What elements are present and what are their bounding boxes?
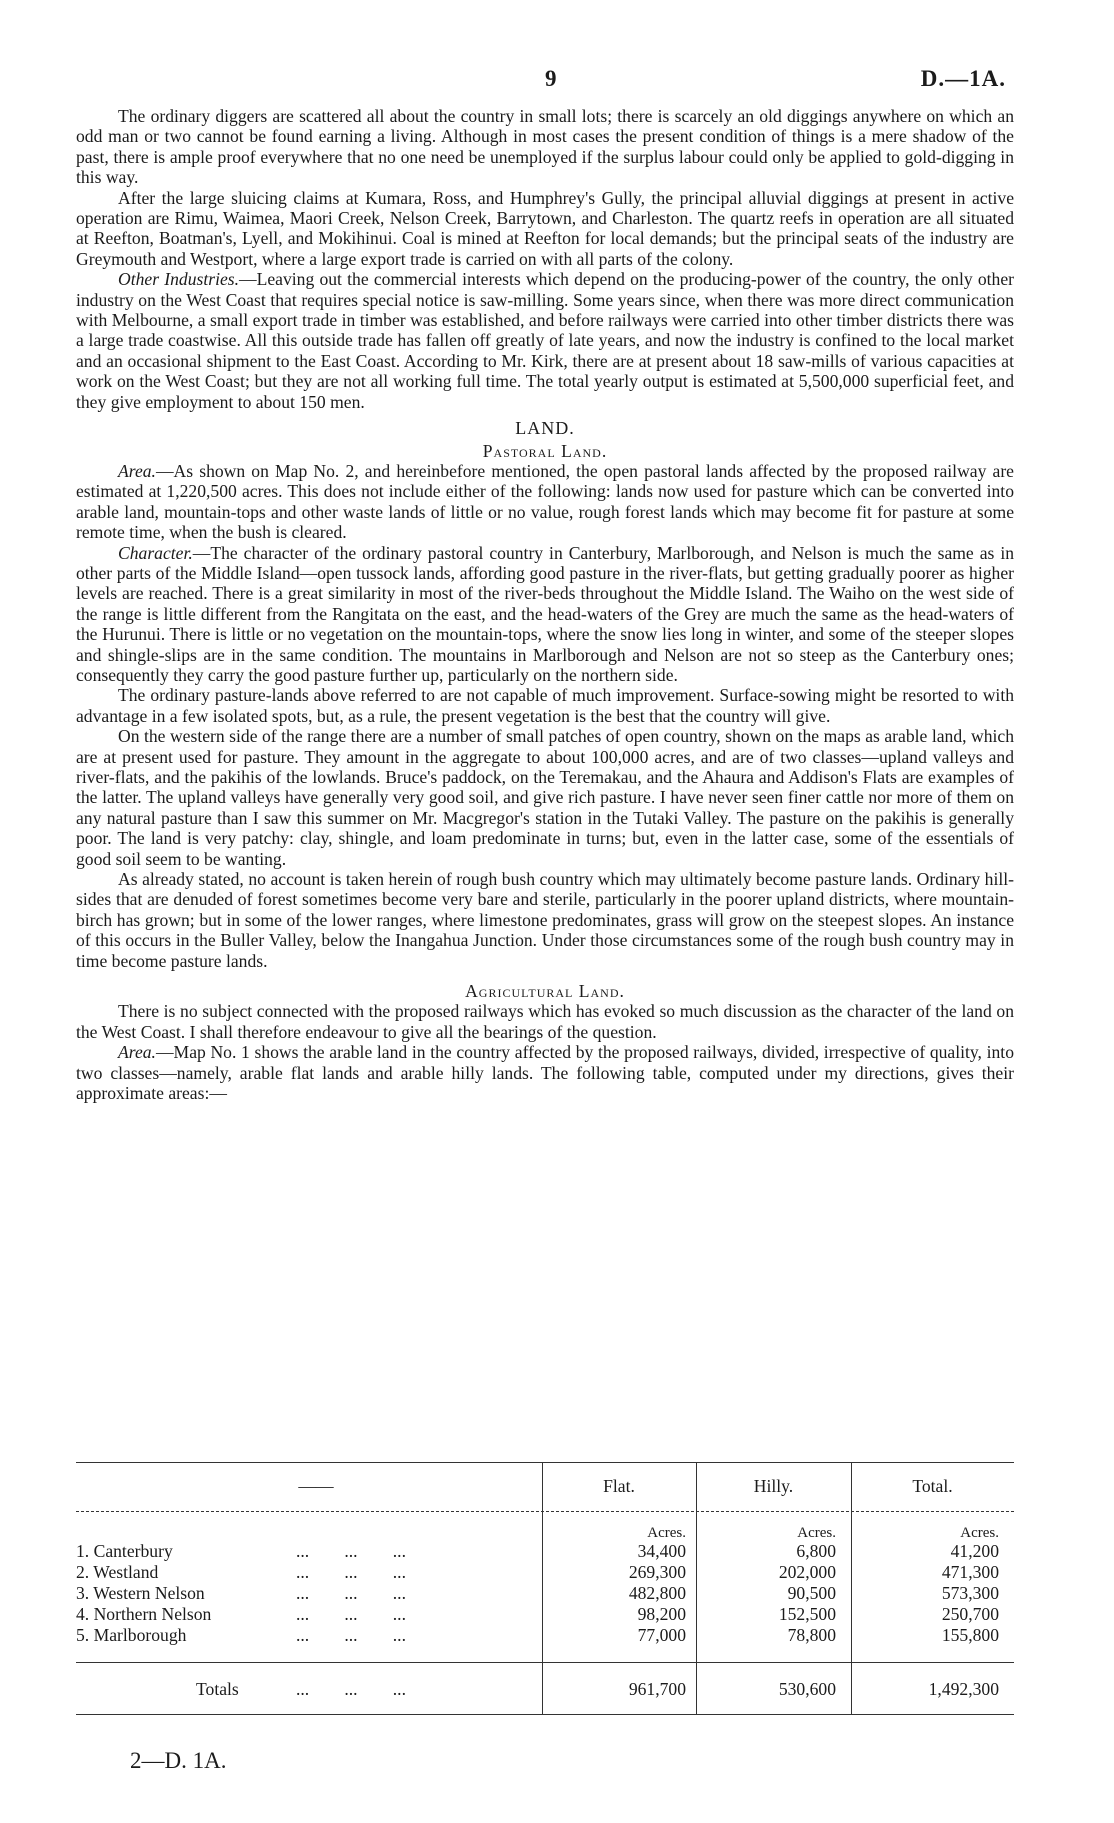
paragraph-other-industries bbox=[76, 269, 1014, 412]
table-corner: —— bbox=[298, 1476, 334, 1496]
column-header-total: Total. bbox=[912, 1476, 953, 1496]
cell-hilly: 152,500 bbox=[778, 1604, 836, 1624]
totals-label: Totals bbox=[196, 1679, 239, 1699]
table-totals-rule bbox=[76, 1662, 1014, 1663]
paragraph-text: —The character of the ordinary pastoral country in Canterbury, Marlborough, and Nelson is much the same as in other parts of the Middle Island—open tussock lands, affording good pasture in the river-flats, but getting gradually poorer as higher levels are reached. There is a great similarity in most of the river-beds throughout the Middle Island. The Waiho on the west side of the range is little different from the Rangitata on the east, and the head-waters of the Grey are much the same as the head-waters of the Hurunui. There is little or no vegetation on the mountain-tops, where the snow lies long in winter, and some of the steeper slopes and shingle-slips are in the same condition. The mountains in Marlborough and Nelson are not so steep as the Canterbury ones; consequently they carry the good pasture further up, particularly on the northern side. bbox=[76, 542, 1014, 685]
cell-hilly: 90,500 bbox=[787, 1583, 836, 1603]
paragraph-lead: Character. bbox=[118, 542, 193, 563]
table-header-rule bbox=[76, 1511, 1014, 1512]
table-top-rule bbox=[76, 1462, 1014, 1463]
totals-total: 1,492,300 bbox=[928, 1679, 999, 1699]
cell-total: 250,700 bbox=[941, 1604, 999, 1624]
cell-flat: 34,400 bbox=[637, 1541, 686, 1561]
cell-flat: 269,300 bbox=[628, 1562, 686, 1582]
leader-dots: ... ... ... bbox=[296, 1679, 406, 1699]
cell-total: 471,300 bbox=[941, 1562, 999, 1582]
row-label: 5. Marlborough bbox=[76, 1625, 187, 1645]
paragraph-pastoral-area bbox=[76, 461, 1014, 543]
totals-hilly: 530,600 bbox=[778, 1679, 836, 1699]
paragraph: There is no subject connected with the proposed railways which has evoked so much discussion as the character of the land on the West Coast. I shall therefore endeavour to give all the bearings of the question. bbox=[76, 1001, 1014, 1042]
paragraph: On the western side of the range there are a number of small patches of open country, shown on the maps as arable land, which are at present used for pasture. They amount in the aggregate to about 100,000 acres, and are of two classes—upland valleys and river-flats, and the pakihis of the lowlands. Bruce's paddock, on the Teremakau, and the Ahaura and Addison's Flats are examples of the latter. The upland valleys have generally very good soil, and give rich pasture. I have never seen finer cattle nor more of them on any natural pasture than I saw this summer on Mr. Macgregor's station in the Tutaki Valley. The pasture on the pakihis is generally poor. The land is very patchy: clay, shingle, and loam predominate in turns; but, even in the latter case, some of the essentials of good soil seem to be wanting. bbox=[76, 726, 1014, 869]
paragraph-lead: Area. bbox=[118, 1042, 156, 1063]
totals-flat: 961,700 bbox=[628, 1679, 686, 1699]
table-bottom-rule bbox=[76, 1714, 1014, 1715]
cell-total: 573,300 bbox=[941, 1583, 999, 1603]
column-header-flat: Flat. bbox=[603, 1476, 635, 1496]
paragraph-agricultural-area bbox=[76, 1042, 1014, 1103]
paragraph: The ordinary pasture-lands above referred to are not capable of much improvement. Surface-sowing might be resorted to with advantage in a few isolated spots, but, as a rule, the present vegetation is the best that the country will give. bbox=[76, 685, 1014, 726]
row-label: 4. Northern Nelson bbox=[76, 1604, 212, 1624]
cell-flat: 482,800 bbox=[628, 1583, 686, 1603]
paragraph: The ordinary diggers are scattered all about the country in small lots; there is scarcely an old diggings anywhere on which an odd man or two cannot be found earning a living. Although in most cases the present condition of things is a mere shadow of the past, there is ample proof everywhere that no one need be unemployed if the surplus labour could only be applied to gold-digging in this way. bbox=[76, 106, 1014, 188]
cell-hilly: 78,800 bbox=[787, 1625, 836, 1645]
leader-dots: ... ... ... bbox=[296, 1583, 406, 1603]
row-label: 1. Canterbury bbox=[76, 1541, 173, 1561]
paragraph: As already stated, no account is taken herein of rough bush country which may ultimately become pasture lands. Ordinary hill-sides that are denuded of forest sometimes become very bare and sterile, particularly in the poorer upland districts, where mountain-birch has grown; but in some of the lower ranges, where limestone predominates, grass will grow on the steepest slopes. An instance of this occurs in the Buller Valley, below the Inangahua Junction. Under those circumstances some of the rough bush country may in time become pasture lands. bbox=[76, 869, 1014, 971]
cell-flat: 77,000 bbox=[637, 1625, 686, 1645]
body-text bbox=[76, 106, 1014, 1104]
leader-dots: ... ... ... bbox=[296, 1541, 406, 1561]
leader-dots: ... ... ... bbox=[296, 1625, 406, 1645]
column-header-hilly: Hilly. bbox=[753, 1476, 794, 1496]
page-footer: 2—D. 1A. bbox=[130, 1748, 227, 1773]
paragraph-lead: Area. bbox=[118, 460, 156, 481]
document-reference: D.—1A. bbox=[920, 66, 1006, 91]
page-number: 9 bbox=[545, 66, 557, 91]
unit-label: Acres. bbox=[647, 1525, 686, 1541]
paragraph-text: —Leaving out the commercial interests which depend on the producing-power of the country, the only other industry on the West Coast that requires special notice is saw-milling. Some years since, when there was more direct communication with Melbourne, a small export trade in timber was established, and before railways were carried into other timber districts there was a large trade coastwise. All this outside trade has fallen off greatly of late years, and now the industry is confined to the local market and an occasional shipment to the East Coast. According to Mr. Kirk, there are at present about 18 saw-mills of various capacities at work on the West Coast; but they are not all working full time. The total yearly output is estimated at 5,500,000 superficial feet, and they give employment to about 150 men. bbox=[76, 269, 1015, 412]
subsection-heading-pastoral: Pastoral Land. bbox=[482, 440, 608, 461]
paragraph-lead: Other Industries. bbox=[118, 269, 240, 290]
row-label: 2. Westland bbox=[76, 1562, 159, 1582]
page-header bbox=[0, 66, 1114, 96]
cell-flat: 98,200 bbox=[637, 1604, 686, 1624]
row-label: 3. Western Nelson bbox=[76, 1583, 205, 1603]
cell-hilly: 202,000 bbox=[778, 1562, 836, 1582]
cell-total: 155,800 bbox=[941, 1625, 999, 1645]
leader-dots: ... ... ... bbox=[296, 1604, 406, 1624]
section-heading-land: LAND. bbox=[515, 418, 575, 439]
paragraph: After the large sluicing claims at Kumara, Ross, and Humphrey's Gully, the principal alluvial diggings at present in active operation are Rimu, Waimea, Maori Creek, Nelson Creek, Barrytown, and Charleston. The quartz reefs in operation are all situated at Reefton, Boatman's, Lyell, and Mokihinui. Coal is mined at Reefton for local demands; but the principal seats of the industry are Greymouth and Westport, where a large export trade is carried on with all parts of the colony. bbox=[76, 187, 1014, 269]
paragraph-pastoral-character bbox=[76, 543, 1014, 686]
unit-label: Acres. bbox=[797, 1525, 836, 1541]
paragraph-text: —Map No. 1 shows the arable land in the country affected by the proposed railways, divided, irrespective of quality, into two classes—namely, arable flat lands and arable hilly lands. The following table, computed under my directions, gives their approximate areas:— bbox=[76, 1042, 1014, 1104]
subsection-heading-agricultural: Agricultural Land. bbox=[465, 981, 625, 1002]
cell-hilly: 6,800 bbox=[796, 1541, 836, 1561]
cell-total: 41,200 bbox=[950, 1541, 999, 1561]
areas-table bbox=[76, 1462, 1014, 1715]
leader-dots: ... ... ... bbox=[296, 1562, 406, 1582]
unit-label: Acres. bbox=[960, 1525, 999, 1541]
paragraph-text: —As shown on Map No. 2, and hereinbefore mentioned, the open pastoral lands affected by the proposed railway are estimated at 1,220,500 acres. This does not include either of the following: lands now used for pasture which can be converted into arable land, mountain-tops and other waste lands of little or no value, rough forest lands which may become fit for pasture at some remote time, when the bush is cleared. bbox=[76, 460, 1014, 543]
